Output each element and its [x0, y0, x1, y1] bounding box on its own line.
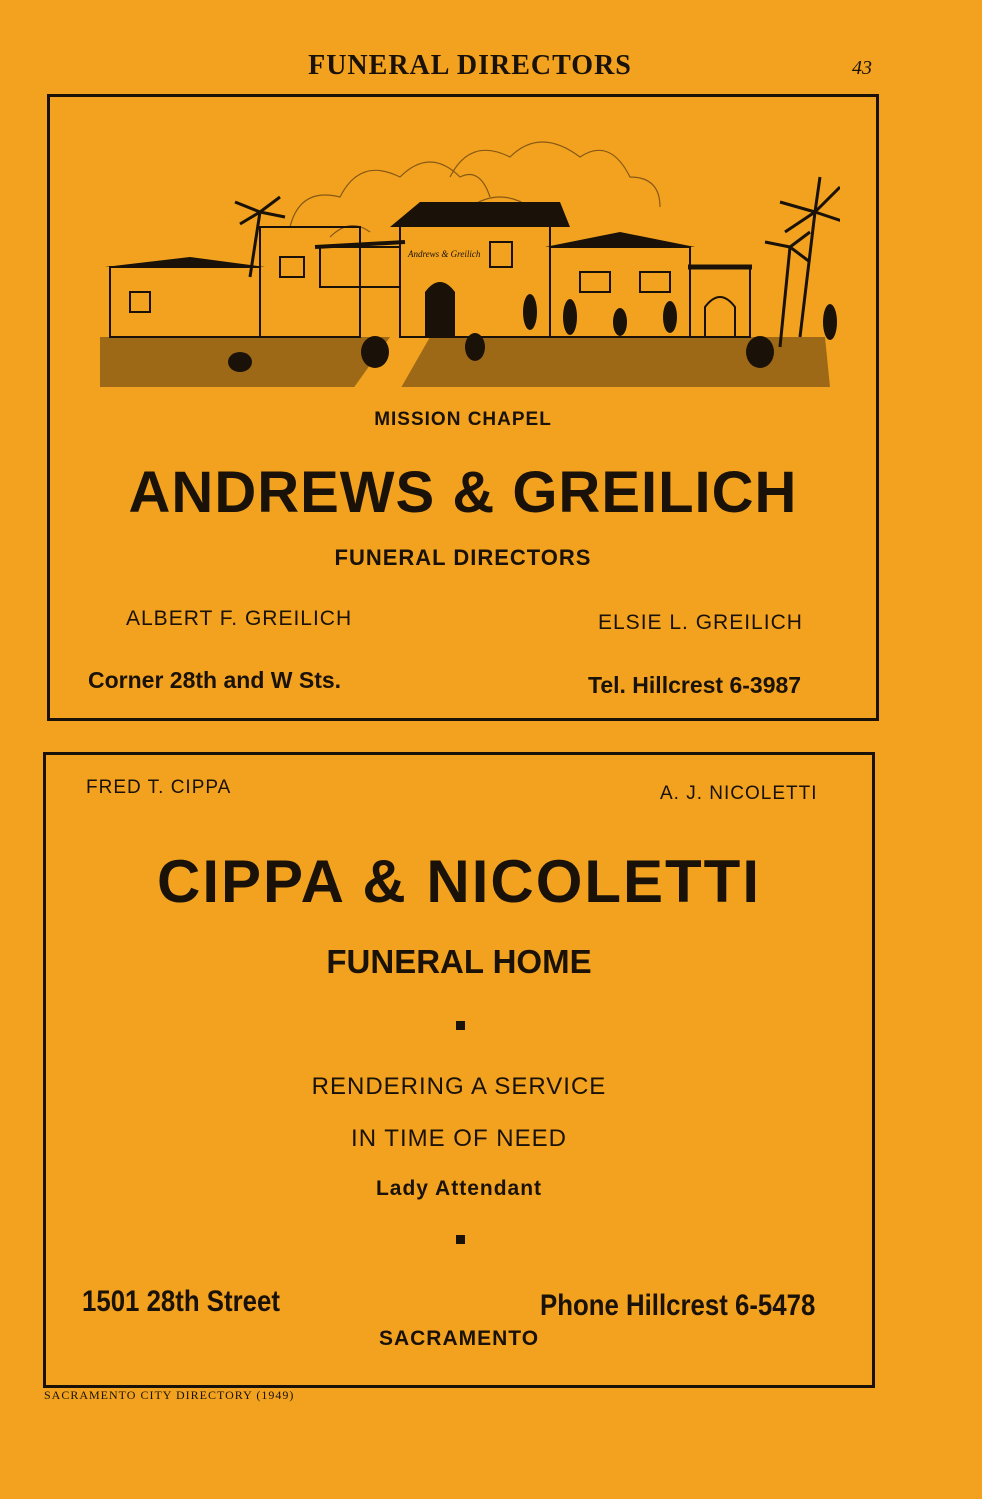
attendant-note: Lady Attendant [375, 1177, 543, 1200]
business-phone: Tel. Hillcrest 6-3987 [588, 672, 802, 698]
proprietor-left: ALBERT F. GREILICH [126, 607, 353, 630]
proprietor-right: A. J. NICOLETTI [660, 783, 818, 804]
cippa-nicoletti-advertisement [43, 752, 875, 1388]
slogan-line-2: IN TIME OF NEED [351, 1125, 567, 1152]
business-type: FUNERAL DIRECTORS [334, 545, 592, 570]
building-sign: Andrews & Greilich [408, 249, 481, 259]
andrews-greilich-advertisement [47, 94, 879, 721]
proprietor-right: ELSIE L. GREILICH [598, 611, 803, 634]
page-title: FUNERAL DIRECTORS [308, 50, 632, 81]
separator-bullet [456, 1021, 465, 1030]
business-name: ANDREWS & GREILICH [128, 460, 798, 525]
separator-bullet [456, 1235, 465, 1244]
business-name: CIPPA & NICOLETTI [157, 848, 761, 915]
business-address: 1501 28th Street [82, 1285, 280, 1318]
proprietor-left: FRED T. CIPPA [86, 777, 232, 798]
mission-chapel-illustration [90, 117, 840, 417]
page-number: 43 [852, 57, 872, 79]
business-address: Corner 28th and W Sts. [88, 667, 342, 693]
business-type: FUNERAL HOME [326, 943, 592, 980]
page-footer: SACRAMENTO CITY DIRECTORY (1949) [44, 1388, 295, 1402]
slogan-line-1: RENDERING A SERVICE [311, 1073, 607, 1100]
chapel-subtitle: MISSION CHAPEL [374, 409, 552, 430]
business-phone: Phone Hillcrest 6-5478 [540, 1289, 816, 1322]
business-city: SACRAMENTO [378, 1327, 540, 1350]
